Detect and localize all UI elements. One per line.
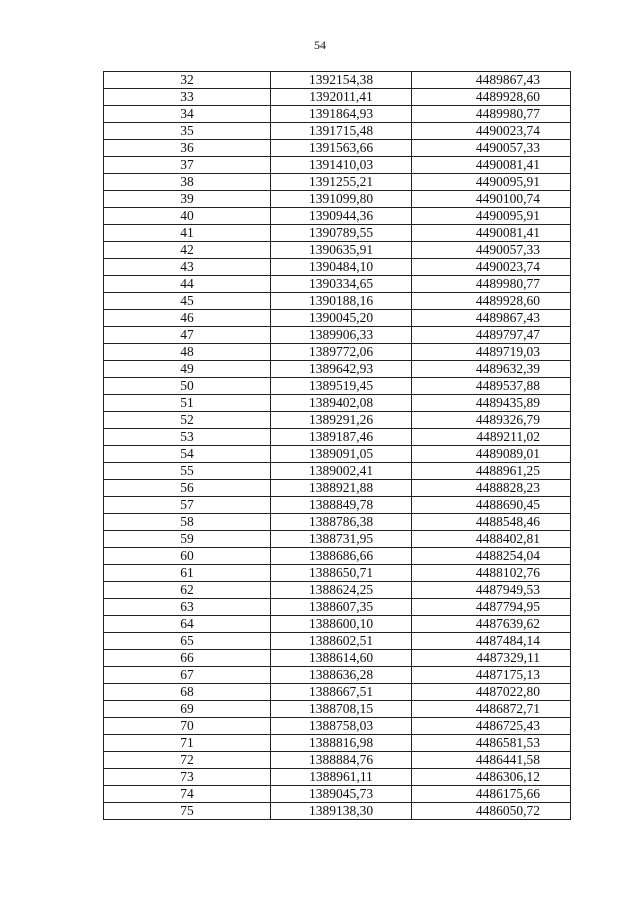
table-row	[104, 633, 571, 650]
x-coordinate-cell: 1390045,20	[271, 310, 412, 327]
point-number-cell: 52	[104, 412, 271, 429]
table-row	[104, 684, 571, 701]
y-coordinate-cell: 4490057,33	[412, 242, 571, 259]
x-coordinate-cell: 1388650,71	[271, 565, 412, 582]
point-number-cell: 54	[104, 446, 271, 463]
table-row	[104, 344, 571, 361]
x-coordinate-cell: 1391255,21	[271, 174, 412, 191]
table-row	[104, 599, 571, 616]
table-row	[104, 565, 571, 582]
y-coordinate-cell: 4487484,14	[412, 633, 571, 650]
x-coordinate-cell: 1390635,91	[271, 242, 412, 259]
y-coordinate-cell: 4490081,41	[412, 157, 571, 174]
x-coordinate-cell: 1388816,98	[271, 735, 412, 752]
table-row	[104, 259, 571, 276]
table-row	[104, 718, 571, 735]
x-coordinate-cell: 1389906,33	[271, 327, 412, 344]
y-coordinate-cell: 4489537,88	[412, 378, 571, 395]
table-row	[104, 514, 571, 531]
y-coordinate-cell: 4487175,13	[412, 667, 571, 684]
table-row	[104, 293, 571, 310]
y-coordinate-cell: 4489867,43	[412, 72, 571, 89]
table-row	[104, 803, 571, 820]
point-number-cell: 38	[104, 174, 271, 191]
x-coordinate-cell: 1388624,25	[271, 582, 412, 599]
point-number-cell: 64	[104, 616, 271, 633]
x-coordinate-cell: 1388786,38	[271, 514, 412, 531]
y-coordinate-cell: 4486725,43	[412, 718, 571, 735]
point-number-cell: 49	[104, 361, 271, 378]
table-row	[104, 480, 571, 497]
x-coordinate-cell: 1390789,55	[271, 225, 412, 242]
table-row	[104, 497, 571, 514]
point-number-cell: 74	[104, 786, 271, 803]
y-coordinate-cell: 4487949,53	[412, 582, 571, 599]
y-coordinate-cell: 4489326,79	[412, 412, 571, 429]
point-number-cell: 41	[104, 225, 271, 242]
x-coordinate-cell: 1390484,10	[271, 259, 412, 276]
x-coordinate-cell: 1388921,88	[271, 480, 412, 497]
x-coordinate-cell: 1389519,45	[271, 378, 412, 395]
y-coordinate-cell: 4490095,91	[412, 174, 571, 191]
table-row	[104, 548, 571, 565]
x-coordinate-cell: 1392154,38	[271, 72, 412, 89]
table-row	[104, 157, 571, 174]
y-coordinate-cell: 4486581,53	[412, 735, 571, 752]
point-number-cell: 59	[104, 531, 271, 548]
x-coordinate-cell: 1391563,66	[271, 140, 412, 157]
x-coordinate-cell: 1388758,03	[271, 718, 412, 735]
point-number-cell: 72	[104, 752, 271, 769]
y-coordinate-cell: 4486872,71	[412, 701, 571, 718]
point-number-cell: 58	[104, 514, 271, 531]
point-number-cell: 62	[104, 582, 271, 599]
point-number-cell: 44	[104, 276, 271, 293]
point-number-cell: 68	[104, 684, 271, 701]
point-number-cell: 32	[104, 72, 271, 89]
y-coordinate-cell: 4487639,62	[412, 616, 571, 633]
point-number-cell: 33	[104, 89, 271, 106]
table-row	[104, 89, 571, 106]
y-coordinate-cell: 4487794,95	[412, 599, 571, 616]
point-number-cell: 42	[104, 242, 271, 259]
table-row	[104, 106, 571, 123]
x-coordinate-cell: 1389772,06	[271, 344, 412, 361]
y-coordinate-cell: 4490100,74	[412, 191, 571, 208]
y-coordinate-cell: 4489928,60	[412, 293, 571, 310]
x-coordinate-cell: 1389138,30	[271, 803, 412, 820]
point-number-cell: 46	[104, 310, 271, 327]
table-row	[104, 225, 571, 242]
point-number-cell: 40	[104, 208, 271, 225]
table-row	[104, 463, 571, 480]
table-row	[104, 616, 571, 633]
page-number: 54	[314, 38, 326, 52]
table-row	[104, 361, 571, 378]
point-number-cell: 35	[104, 123, 271, 140]
x-coordinate-cell: 1389091,05	[271, 446, 412, 463]
x-coordinate-cell: 1388849,78	[271, 497, 412, 514]
y-coordinate-cell: 4488690,45	[412, 497, 571, 514]
y-coordinate-cell: 4489435,89	[412, 395, 571, 412]
table-row	[104, 735, 571, 752]
x-coordinate-cell: 1388600,10	[271, 616, 412, 633]
y-coordinate-cell: 4490023,74	[412, 123, 571, 140]
x-coordinate-cell: 1392011,41	[271, 89, 412, 106]
point-number-cell: 56	[104, 480, 271, 497]
x-coordinate-cell: 1388686,66	[271, 548, 412, 565]
x-coordinate-cell: 1391715,48	[271, 123, 412, 140]
table-row	[104, 174, 571, 191]
y-coordinate-cell: 4486050,72	[412, 803, 571, 820]
coordinates-table-body	[104, 72, 571, 820]
x-coordinate-cell: 1389291,26	[271, 412, 412, 429]
point-number-cell: 47	[104, 327, 271, 344]
point-number-cell: 75	[104, 803, 271, 820]
x-coordinate-cell: 1390334,65	[271, 276, 412, 293]
y-coordinate-cell: 4486175,66	[412, 786, 571, 803]
table-row	[104, 786, 571, 803]
table-row	[104, 752, 571, 769]
point-number-cell: 50	[104, 378, 271, 395]
point-number-cell: 57	[104, 497, 271, 514]
table-row	[104, 769, 571, 786]
x-coordinate-cell: 1391864,93	[271, 106, 412, 123]
x-coordinate-cell: 1389045,73	[271, 786, 412, 803]
x-coordinate-cell: 1388636,28	[271, 667, 412, 684]
table-row	[104, 276, 571, 293]
x-coordinate-cell: 1388708,15	[271, 701, 412, 718]
table-row	[104, 412, 571, 429]
y-coordinate-cell: 4488402,81	[412, 531, 571, 548]
table-row	[104, 701, 571, 718]
y-coordinate-cell: 4489980,77	[412, 276, 571, 293]
table-row	[104, 140, 571, 157]
x-coordinate-cell: 1390188,16	[271, 293, 412, 310]
x-coordinate-cell: 1388614,60	[271, 650, 412, 667]
x-coordinate-cell: 1388607,35	[271, 599, 412, 616]
point-number-cell: 63	[104, 599, 271, 616]
point-number-cell: 65	[104, 633, 271, 650]
x-coordinate-cell: 1388961,11	[271, 769, 412, 786]
table-row	[104, 582, 571, 599]
table-row	[104, 395, 571, 412]
x-coordinate-cell: 1388667,51	[271, 684, 412, 701]
point-number-cell: 60	[104, 548, 271, 565]
table-row	[104, 429, 571, 446]
x-coordinate-cell: 1391410,03	[271, 157, 412, 174]
point-number-cell: 67	[104, 667, 271, 684]
table-row	[104, 191, 571, 208]
y-coordinate-cell: 4489089,01	[412, 446, 571, 463]
y-coordinate-cell: 4486306,12	[412, 769, 571, 786]
point-number-cell: 70	[104, 718, 271, 735]
table-row	[104, 208, 571, 225]
point-number-cell: 51	[104, 395, 271, 412]
table-row	[104, 72, 571, 89]
point-number-cell: 48	[104, 344, 271, 361]
x-coordinate-cell: 1389642,93	[271, 361, 412, 378]
table-row	[104, 650, 571, 667]
x-coordinate-cell: 1389402,08	[271, 395, 412, 412]
table-row	[104, 531, 571, 548]
x-coordinate-cell: 1390944,36	[271, 208, 412, 225]
y-coordinate-cell: 4489632,39	[412, 361, 571, 378]
y-coordinate-cell: 4489797,47	[412, 327, 571, 344]
y-coordinate-cell: 4490057,33	[412, 140, 571, 157]
point-number-cell: 71	[104, 735, 271, 752]
point-number-cell: 36	[104, 140, 271, 157]
y-coordinate-cell: 4489928,60	[412, 89, 571, 106]
x-coordinate-cell: 1388731,95	[271, 531, 412, 548]
y-coordinate-cell: 4488828,23	[412, 480, 571, 497]
point-number-cell: 43	[104, 259, 271, 276]
table-row	[104, 327, 571, 344]
table-row	[104, 667, 571, 684]
point-number-cell: 39	[104, 191, 271, 208]
x-coordinate-cell: 1388884,76	[271, 752, 412, 769]
point-number-cell: 34	[104, 106, 271, 123]
table-row	[104, 446, 571, 463]
point-number-cell: 66	[104, 650, 271, 667]
y-coordinate-cell: 4489867,43	[412, 310, 571, 327]
y-coordinate-cell: 4488548,46	[412, 514, 571, 531]
table-row	[104, 242, 571, 259]
x-coordinate-cell: 1389002,41	[271, 463, 412, 480]
y-coordinate-cell: 4487022,80	[412, 684, 571, 701]
y-coordinate-cell: 4488254,04	[412, 548, 571, 565]
point-number-cell: 45	[104, 293, 271, 310]
y-coordinate-cell: 4490095,91	[412, 208, 571, 225]
table-row	[104, 310, 571, 327]
y-coordinate-cell: 4489719,03	[412, 344, 571, 361]
x-coordinate-cell: 1388602,51	[271, 633, 412, 650]
y-coordinate-cell: 4490023,74	[412, 259, 571, 276]
y-coordinate-cell: 4486441,58	[412, 752, 571, 769]
y-coordinate-cell: 4487329,11	[412, 650, 571, 667]
point-number-cell: 61	[104, 565, 271, 582]
point-number-cell: 69	[104, 701, 271, 718]
point-number-cell: 53	[104, 429, 271, 446]
table-row	[104, 378, 571, 395]
table-row	[104, 123, 571, 140]
y-coordinate-cell: 4489211,02	[412, 429, 571, 446]
point-number-cell: 73	[104, 769, 271, 786]
y-coordinate-cell: 4488961,25	[412, 463, 571, 480]
y-coordinate-cell: 4490081,41	[412, 225, 571, 242]
y-coordinate-cell: 4489980,77	[412, 106, 571, 123]
coordinates-table	[103, 71, 571, 820]
y-coordinate-cell: 4488102,76	[412, 565, 571, 582]
x-coordinate-cell: 1391099,80	[271, 191, 412, 208]
x-coordinate-cell: 1389187,46	[271, 429, 412, 446]
point-number-cell: 37	[104, 157, 271, 174]
point-number-cell: 55	[104, 463, 271, 480]
